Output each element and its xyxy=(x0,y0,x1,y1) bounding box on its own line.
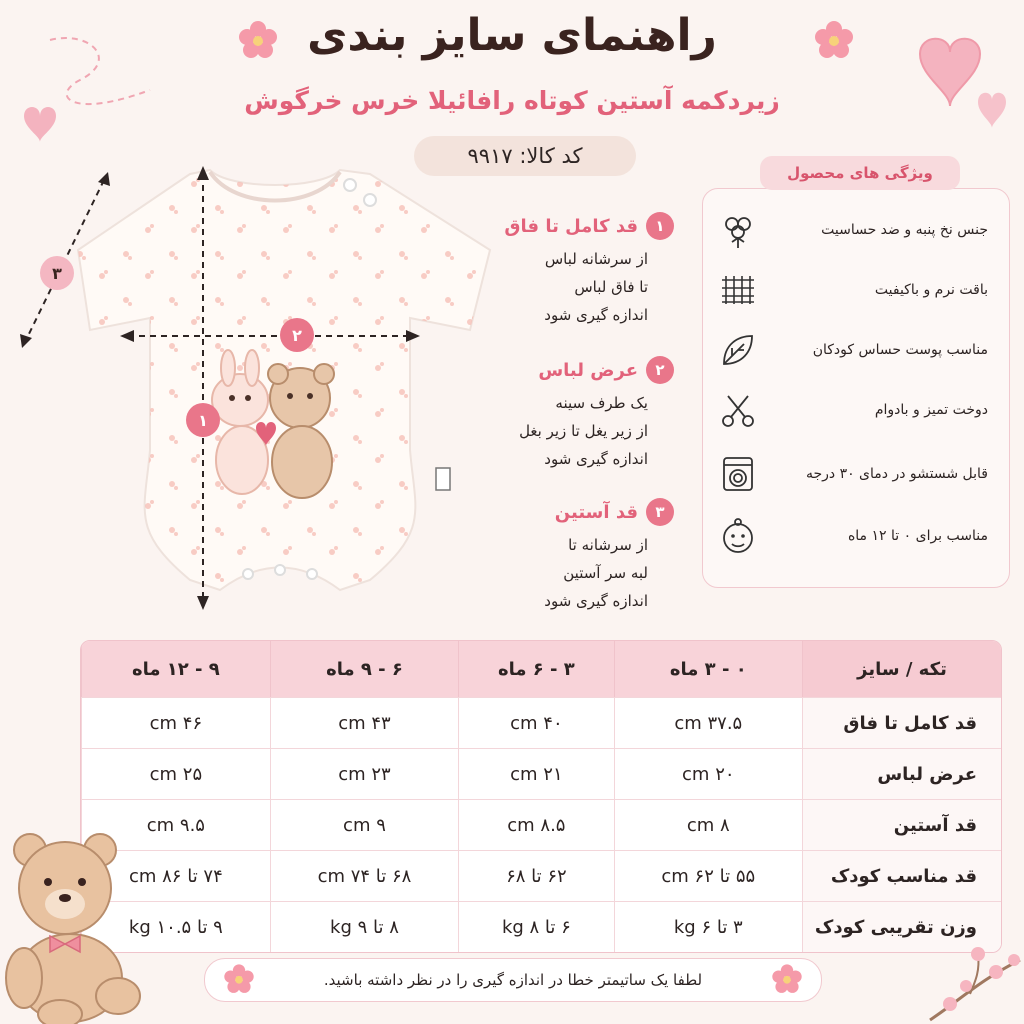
feature-text: باقت نرم و باکیفیت xyxy=(874,282,988,298)
size-table xyxy=(80,640,1002,953)
table-header-cell: ۶ - ۹ ماه xyxy=(270,641,458,697)
table-row xyxy=(81,697,1001,748)
product-code-badge: کد کالا: ۹۹۱۷ xyxy=(414,136,636,176)
measure-line: اندازه گیری شود xyxy=(544,306,648,324)
table-cell: ۲۱ cm xyxy=(458,748,613,799)
teddy-bear-illustration xyxy=(0,828,150,1024)
table-cell: ۴۳ cm xyxy=(270,697,458,748)
table-cell: ۸.۵ cm xyxy=(458,799,613,850)
cotton-icon xyxy=(716,208,760,252)
baby-face-icon xyxy=(716,514,760,558)
table-row xyxy=(81,799,1001,850)
product-subtitle: زیردکمه آستین کوتاه رافائیلا خرس خرگوش xyxy=(244,86,780,115)
garment-label-1: ۱ xyxy=(186,403,220,437)
table-header-cell: تکه / سایز xyxy=(802,641,1001,697)
table-header-cell: ۳ - ۶ ماه xyxy=(458,641,613,697)
flower-icon xyxy=(770,962,804,996)
measure-line: از سرشانه لباس xyxy=(544,250,648,268)
table-header-cell: ۰ - ۳ ماه xyxy=(614,641,802,697)
feature-text: قابل شستشو در دمای ۳۰ درجه xyxy=(805,466,988,482)
table-cell: ۹ تا ۱۰.۵ kg xyxy=(81,901,270,952)
table-cell: ۳۷.۵ cm xyxy=(614,697,802,748)
table-cell: ۸ تا ۹ kg xyxy=(270,901,458,952)
measure-title: قد کامل تا فاق xyxy=(504,215,638,237)
feature-item xyxy=(716,388,998,432)
table-cell: ۷۴ تا ۸۶ cm xyxy=(81,850,270,901)
table-cell: ۴۰ cm xyxy=(458,697,613,748)
table-cell: ۶ تا ۸ kg xyxy=(458,901,613,952)
measure-title: عرض لباس xyxy=(538,359,638,381)
feature-item xyxy=(716,208,998,252)
table-cell: ۹.۵ cm xyxy=(81,799,270,850)
table-cell: ۶۲ تا ۶۸ xyxy=(458,850,613,901)
measure-note-3 xyxy=(444,498,674,610)
table-row-label: عرض لباس xyxy=(802,748,1001,799)
measure-number-badge: ۳ xyxy=(646,498,674,526)
measure-note-2 xyxy=(444,356,674,468)
measure-line: از زیر یغل تا زیر بغل xyxy=(519,422,648,440)
feature-text: جنس نخ پنبه و ضد حساسیت xyxy=(821,222,988,238)
measure-line: تا فاق لباس xyxy=(574,278,648,296)
table-row xyxy=(81,850,1001,901)
measure-line: از سرشانه تا xyxy=(568,536,648,554)
measure-number-badge: ۲ xyxy=(646,356,674,384)
measure-title: قد آستین xyxy=(554,501,638,523)
feature-item xyxy=(716,452,998,496)
measure-number-badge: ۱ xyxy=(646,212,674,240)
measure-line: یک طرف سینه xyxy=(555,394,648,412)
scissors-icon xyxy=(716,388,760,432)
table-cell: ۴۶ cm xyxy=(81,697,270,748)
table-header-cell: ۹ - ۱۲ ماه xyxy=(81,641,270,697)
garment-label-2: ۲ xyxy=(280,318,314,352)
table-cell: ۵۵ تا ۶۲ cm xyxy=(614,850,802,901)
table-row-label: وزن تقریبی کودک xyxy=(802,901,1001,952)
measure-arrows xyxy=(0,150,500,620)
garment-label-3: ۳ xyxy=(40,256,74,290)
measure-line: لبه سر آستین xyxy=(563,564,648,582)
feature-text: مناسب برای ۰ تا ۱۲ ماه xyxy=(847,528,988,544)
features-title: ویژگی های محصول xyxy=(760,156,960,190)
measure-line: اندازه گیری شود xyxy=(544,592,648,610)
measure-line: اندازه گیری شود xyxy=(544,450,648,468)
table-cell: ۳ تا ۶ kg xyxy=(614,901,802,952)
feature-text: مناسب پوست حساس کودکان xyxy=(812,342,988,358)
table-row xyxy=(81,748,1001,799)
table-row-label: قد کامل تا فاق xyxy=(802,697,1001,748)
feature-item xyxy=(716,514,998,558)
table-header-row xyxy=(81,641,1001,697)
washing-machine-icon xyxy=(716,452,760,496)
table-cell: ۲۰ cm xyxy=(614,748,802,799)
table-cell: ۲۳ cm xyxy=(270,748,458,799)
footer-note: لطفا یک ساتیمتر خطا در اندازه گیری را در نظر داشته باشید. xyxy=(204,958,822,1002)
leaf-icon xyxy=(716,328,760,372)
table-cell: ۲۵ cm xyxy=(81,748,270,799)
table-row xyxy=(81,901,1001,952)
feature-text: دوخت تمیز و بادوام xyxy=(874,402,988,418)
table-cell: ۸ cm xyxy=(614,799,802,850)
table-cell: ۹ cm xyxy=(270,799,458,850)
flower-icon xyxy=(222,962,256,996)
feature-item xyxy=(716,268,998,312)
page-title: راهنمای سایز بندی xyxy=(307,10,717,61)
table-row-label: قد آستین xyxy=(802,799,1001,850)
feature-item xyxy=(716,328,998,372)
table-row-label: قد مناسب کودک xyxy=(802,850,1001,901)
measure-note-1 xyxy=(444,212,674,324)
table-cell: ۶۸ تا ۷۴ cm xyxy=(270,850,458,901)
fabric-weave-icon xyxy=(716,268,760,312)
blossom-branch-illustration xyxy=(920,940,1024,1024)
